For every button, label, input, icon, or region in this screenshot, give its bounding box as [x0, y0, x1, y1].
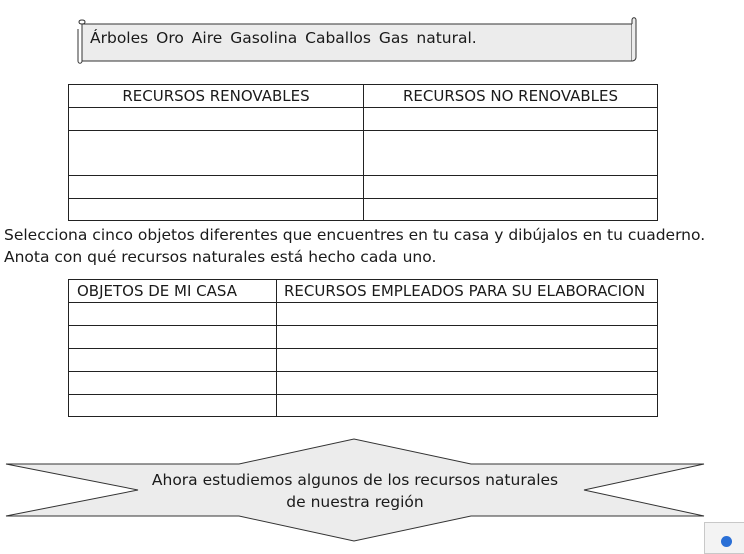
household-objects-table: [68, 279, 658, 417]
table-row: [69, 372, 658, 395]
table-row: [69, 349, 658, 372]
table-cell[interactable]: [277, 395, 658, 417]
instructions: [4, 224, 705, 268]
table-cell[interactable]: [69, 395, 277, 417]
table-cell[interactable]: [277, 349, 658, 372]
star-banner-text: Ahora estudiemos algunos de los recursos naturales de nuestra región: [151, 471, 559, 511]
table-cell[interactable]: [69, 199, 364, 221]
bluetooth-icon: [721, 536, 732, 547]
corner-widget[interactable]: [704, 522, 744, 554]
word-bank-scroll: [74, 17, 638, 63]
instruction-line-1: Selecciona cinco objetos diferentes que encuentres en tu casa y dibújalos en tu cuaderno.: [4, 226, 706, 244]
word-bank-text: Árboles Oro Aire Gasolina Caballos Gas natural.: [90, 29, 477, 47]
resources-table: [68, 84, 658, 221]
table-cell[interactable]: [277, 326, 658, 349]
table-cell[interactable]: [277, 303, 658, 326]
table-cell[interactable]: [69, 372, 277, 395]
table-cell[interactable]: [69, 349, 277, 372]
table-row: [69, 395, 658, 417]
header-objects: OBJETOS DE MI CASA: [69, 280, 277, 303]
table-header-row: [69, 280, 658, 303]
table-row: [69, 303, 658, 326]
table-cell[interactable]: [364, 108, 658, 131]
table-header-row: [69, 85, 658, 108]
table-row: [69, 326, 658, 349]
header-resources-used: RECURSOS EMPLEADOS PARA SU ELABORACION: [277, 280, 658, 303]
header-renewable: RECURSOS RENOVABLES: [69, 85, 364, 108]
table-cell[interactable]: [364, 131, 658, 176]
table-row: [69, 176, 658, 199]
table-cell[interactable]: [69, 176, 364, 199]
table-cell[interactable]: [277, 372, 658, 395]
table-row: [69, 108, 658, 131]
table-cell[interactable]: [69, 108, 364, 131]
header-non-renewable: RECURSOS NO RENOVABLES: [364, 85, 658, 108]
table-cell[interactable]: [364, 199, 658, 221]
table-cell[interactable]: [69, 326, 277, 349]
table-cell[interactable]: [69, 303, 277, 326]
table-cell[interactable]: [69, 131, 364, 176]
instruction-line-2: Anota con qué recursos naturales está hecho cada uno.: [4, 248, 437, 266]
table-row: [69, 199, 658, 221]
table-cell[interactable]: [364, 176, 658, 199]
table-row: [69, 131, 658, 176]
